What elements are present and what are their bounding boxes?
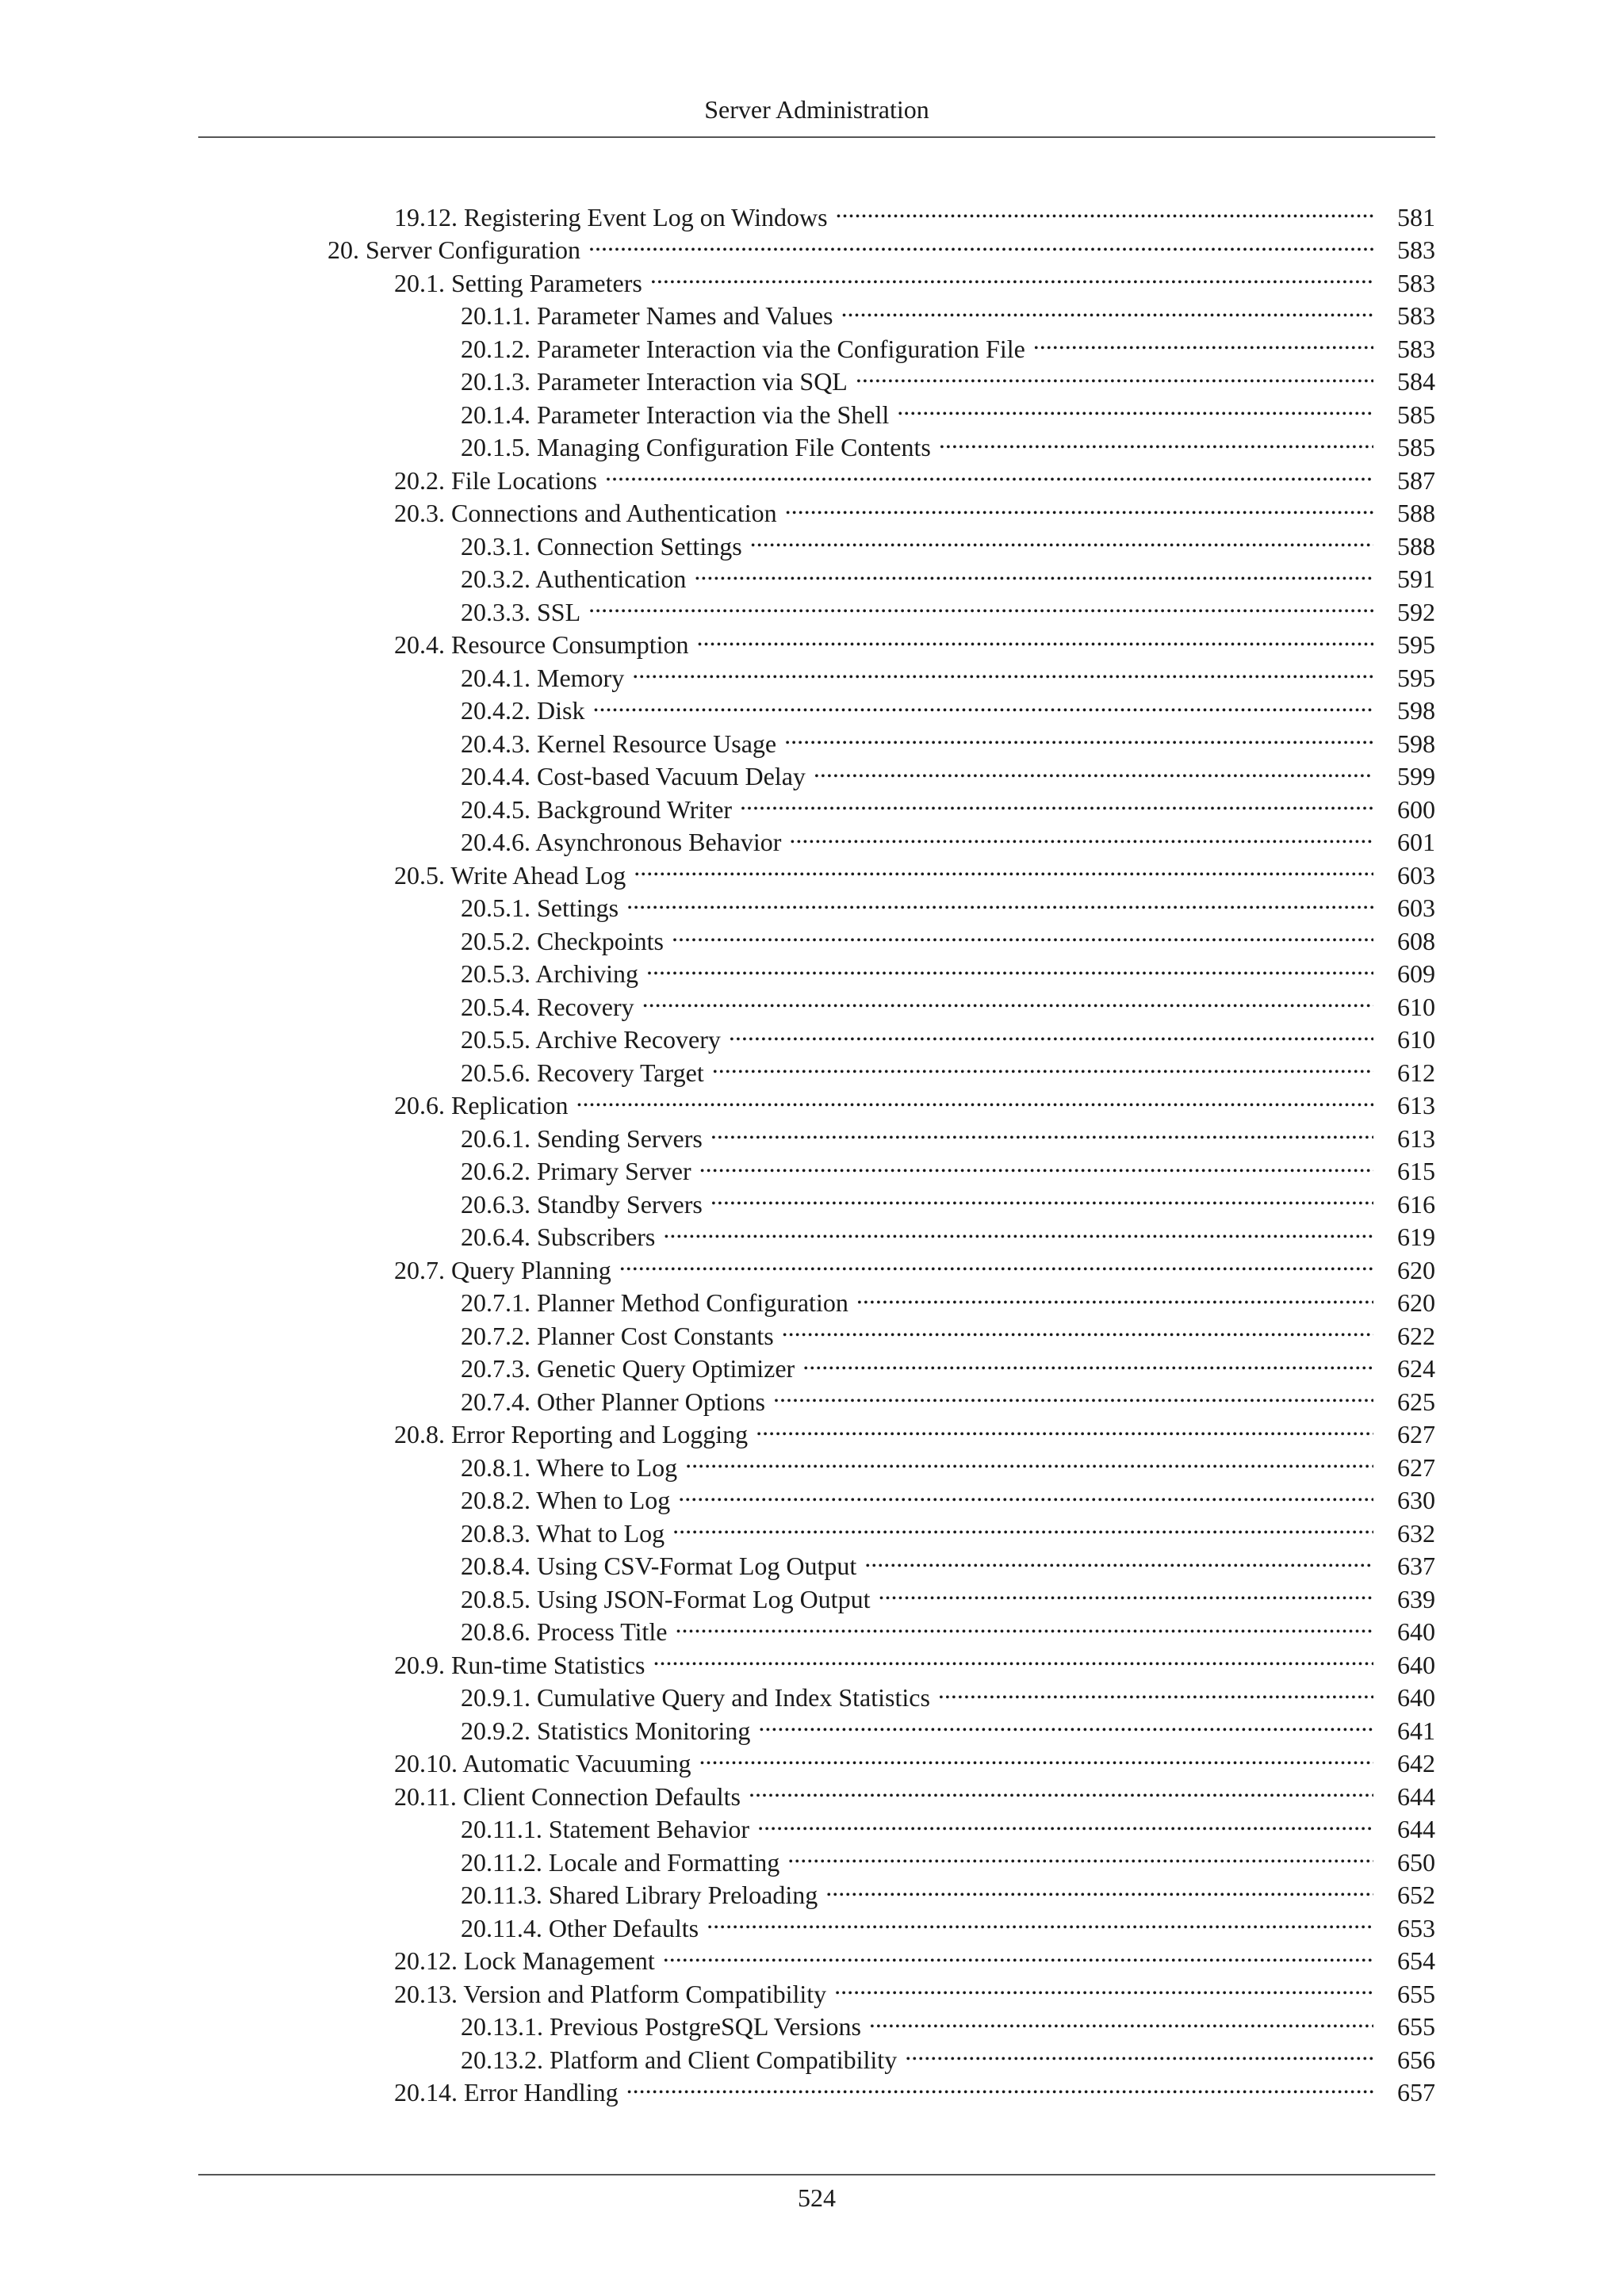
toc-entry-title[interactable]: 20.8.2. When to Log xyxy=(461,1486,671,1514)
toc-entry[interactable] xyxy=(0,1904,1624,1942)
toc-entry-title[interactable]: 20.5.1. Settings xyxy=(461,894,619,922)
toc-entry[interactable] xyxy=(0,1937,1624,1975)
dot-leader xyxy=(642,982,1373,1016)
toc-entry-title[interactable]: 20.9.1. Cumulative Query and Index Statistics xyxy=(461,1683,930,1712)
toc-entry-page[interactable]: 587 xyxy=(1397,465,1435,495)
dot-leader xyxy=(856,1279,1373,1312)
dot-leader xyxy=(938,1674,1373,1707)
toc-entry-title[interactable]: 20.7.3. Genetic Query Optimizer xyxy=(461,1354,795,1383)
toc-entry-page[interactable]: 616 xyxy=(1397,1189,1435,1219)
toc-entry-title[interactable]: 20.1.5. Managing Configuration File Contents xyxy=(461,433,931,461)
dot-leader xyxy=(626,884,1373,917)
dot-leader xyxy=(672,1509,1373,1542)
toc-entry[interactable] xyxy=(0,1674,1624,1712)
toc-entry[interactable] xyxy=(0,2068,1624,2107)
toc-entry-page[interactable]: 598 xyxy=(1397,729,1435,758)
toc-entry[interactable] xyxy=(0,621,1624,659)
toc-entry-title[interactable]: 20.7.1. Planner Method Configuration xyxy=(461,1288,848,1317)
toc-entry-page[interactable]: 603 xyxy=(1397,860,1435,890)
toc-entry-page[interactable]: 591 xyxy=(1397,564,1435,593)
toc-entry[interactable] xyxy=(0,719,1624,758)
dot-leader xyxy=(750,522,1373,555)
dot-leader xyxy=(834,1969,1373,2003)
dot-leader xyxy=(619,1246,1373,1279)
toc-entry-page[interactable]: 644 xyxy=(1397,1781,1435,1811)
toc-entry[interactable] xyxy=(0,687,1624,725)
toc-entry-title[interactable]: 20.3.2. Authentication xyxy=(461,564,687,593)
toc-entry[interactable] xyxy=(0,1706,1624,1745)
dot-leader xyxy=(710,1114,1373,1147)
toc-entry[interactable] xyxy=(0,1246,1624,1284)
toc-entry[interactable] xyxy=(0,1509,1624,1548)
toc-entry-title[interactable]: 20.3. Connections and Authentication xyxy=(394,499,777,527)
toc-entry-page[interactable]: 642 xyxy=(1397,1749,1435,1777)
toc-entry-title[interactable]: 20.14. Error Handling xyxy=(394,2078,619,2107)
toc-entry[interactable] xyxy=(0,456,1624,495)
toc-entry-page[interactable]: 595 xyxy=(1397,663,1435,692)
dot-leader xyxy=(897,390,1373,423)
toc-entry-title[interactable]: 20.11.4. Other Defaults xyxy=(461,1913,699,1942)
dot-leader xyxy=(632,653,1373,687)
dot-leader xyxy=(663,1213,1373,1246)
toc-entry[interactable] xyxy=(0,851,1624,890)
toc-entry-title[interactable]: 20.5.5. Archive Recovery xyxy=(461,1025,721,1054)
toc-entry-page[interactable]: 657 xyxy=(1397,2078,1435,2107)
dot-leader xyxy=(782,1311,1373,1345)
toc-entry[interactable] xyxy=(0,1279,1624,1317)
toc-entry[interactable] xyxy=(0,1114,1624,1153)
toc-entry-title[interactable]: 20.12. Lock Management xyxy=(394,1946,655,1975)
toc-entry-title[interactable]: 20.7. Query Planning xyxy=(394,1255,611,1284)
toc-entry-page[interactable]: 654 xyxy=(1397,1946,1435,1975)
page-number: 524 xyxy=(798,2183,836,2212)
toc-entry[interactable] xyxy=(0,1805,1624,1843)
toc-entry[interactable] xyxy=(0,1048,1624,1087)
toc-entry-title[interactable]: 20.4. Resource Consumption xyxy=(394,630,689,659)
toc-entry[interactable] xyxy=(0,1443,1624,1482)
toc-entry-title[interactable]: 20.11.2. Locale and Formatting xyxy=(461,1847,780,1877)
toc-entry[interactable] xyxy=(0,916,1624,955)
toc-entry-page[interactable]: 583 xyxy=(1397,235,1435,264)
toc-entry-page[interactable]: 613 xyxy=(1397,1091,1435,1119)
dot-leader xyxy=(787,1838,1373,1871)
dot-leader xyxy=(588,587,1373,621)
toc-entry[interactable] xyxy=(0,489,1624,527)
toc-entry-title[interactable]: 20.5.6. Recovery Target xyxy=(461,1058,704,1087)
dot-leader xyxy=(626,2068,1373,2102)
toc-entry-title[interactable]: 20.4.4. Cost-based Vacuum Delay xyxy=(461,762,806,790)
dot-leader xyxy=(650,258,1373,292)
toc-entry-page[interactable]: 641 xyxy=(1397,1716,1435,1745)
toc-entry[interactable] xyxy=(0,653,1624,692)
toc-entry-title[interactable]: 20.4.5. Background Writer xyxy=(461,794,733,824)
toc-entry-title[interactable]: 20.8.1. Where to Log xyxy=(461,1452,678,1482)
toc-entry-title[interactable]: 20.4.2. Disk xyxy=(461,696,585,725)
dot-leader xyxy=(756,1410,1373,1444)
toc-entry-page[interactable]: 583 xyxy=(1397,268,1435,297)
toc-entry[interactable] xyxy=(0,1410,1624,1448)
toc-entry-title[interactable]: 20.9.2. Statistics Monitoring xyxy=(461,1716,751,1745)
toc-entry[interactable] xyxy=(0,1608,1624,1646)
toc-entry[interactable] xyxy=(0,258,1624,297)
dot-leader xyxy=(784,719,1373,752)
toc-entry-page[interactable]: 583 xyxy=(1397,334,1435,363)
toc-entry[interactable] xyxy=(0,1871,1624,1909)
toc-entry[interactable] xyxy=(0,1147,1624,1185)
toc-entry[interactable] xyxy=(0,884,1624,922)
toc-entry-title[interactable]: 20.11.3. Shared Library Preloading xyxy=(461,1881,818,1909)
toc-entry-page[interactable]: 650 xyxy=(1397,1847,1435,1877)
toc-entry[interactable] xyxy=(0,2035,1624,2074)
toc-entry[interactable] xyxy=(0,1016,1624,1054)
toc-entry[interactable] xyxy=(0,390,1624,429)
toc-entry-page[interactable]: 627 xyxy=(1397,1420,1435,1448)
toc-entry[interactable] xyxy=(0,1377,1624,1416)
toc-entry-title[interactable]: 20.1.1. Parameter Names and Values xyxy=(461,301,833,330)
dot-leader xyxy=(672,916,1373,950)
toc-entry[interactable] xyxy=(0,1311,1624,1350)
toc-entry-title[interactable]: 20.7.4. Other Planner Options xyxy=(461,1387,765,1416)
toc-entry-title[interactable]: 20.8.4. Using CSV-Format Log Output xyxy=(461,1552,857,1580)
dot-leader xyxy=(634,851,1373,884)
toc-entry[interactable] xyxy=(0,982,1624,1021)
toc-entry-title[interactable]: 20.2. File Locations xyxy=(394,465,597,495)
dot-leader xyxy=(663,1937,1373,1970)
toc-entry-title[interactable]: 20.8. Error Reporting and Logging xyxy=(394,1420,749,1448)
dot-leader xyxy=(841,292,1374,325)
toc-entry[interactable] xyxy=(0,1838,1624,1877)
toc-entry-page[interactable]: 592 xyxy=(1397,597,1435,626)
toc-entry-title[interactable]: 20.5. Write Ahead Log xyxy=(394,860,626,890)
dot-leader xyxy=(675,1608,1373,1641)
toc-entry[interactable] xyxy=(0,1640,1624,1679)
toc-entry-title[interactable]: 20.6.2. Primary Server xyxy=(461,1157,691,1185)
dot-leader xyxy=(588,226,1373,259)
toc-entry-title[interactable]: 20.4.3. Kernel Resource Usage xyxy=(461,729,777,758)
toc-entry-page[interactable]: 640 xyxy=(1397,1683,1435,1712)
toc-entry-page[interactable]: 608 xyxy=(1397,926,1435,955)
toc-entry[interactable] xyxy=(0,587,1624,626)
toc-entry[interactable] xyxy=(0,1739,1624,1777)
toc-entry-page[interactable]: 613 xyxy=(1397,1123,1435,1153)
toc-entry[interactable] xyxy=(0,1969,1624,2008)
toc-entry[interactable] xyxy=(0,2003,1624,2041)
toc-entry[interactable] xyxy=(0,324,1624,363)
toc-entry-title[interactable]: 20.1. Setting Parameters xyxy=(394,268,642,297)
toc-entry[interactable] xyxy=(0,423,1624,461)
toc-entry-title[interactable]: 20.10. Automatic Vacuuming xyxy=(394,1749,691,1777)
toc-entry-title[interactable]: 20.7.2. Planner Cost Constants xyxy=(461,1321,774,1350)
toc-entry-page[interactable]: 610 xyxy=(1397,1025,1435,1054)
toc-entry-page[interactable]: 630 xyxy=(1397,1486,1435,1514)
toc-entry-page[interactable]: 601 xyxy=(1397,828,1435,856)
toc-entry[interactable] xyxy=(0,1081,1624,1119)
toc-entry-page[interactable]: 640 xyxy=(1397,1650,1435,1679)
toc-entry-title[interactable]: 20.13. Version and Platform Compatibility xyxy=(394,1979,827,2008)
toc-entry-page[interactable]: 652 xyxy=(1397,1881,1435,1909)
toc-entry-title[interactable]: 20.8.5. Using JSON-Format Log Output xyxy=(461,1584,871,1613)
toc-entry[interactable] xyxy=(0,555,1624,593)
toc-entry-page[interactable]: 637 xyxy=(1397,1552,1435,1580)
toc-entry-page[interactable]: 655 xyxy=(1397,1979,1435,2008)
toc-entry-title[interactable]: 20.3.3. SSL xyxy=(461,597,581,626)
toc-entry-title[interactable]: 20.5.2. Checkpoints xyxy=(461,926,664,955)
dot-leader xyxy=(710,1180,1373,1213)
toc-entry-title[interactable]: 20.1.2. Parameter Interaction via the Configuration File xyxy=(461,334,1025,363)
dot-leader xyxy=(699,1147,1373,1181)
table-of-contents xyxy=(0,193,1624,2107)
toc-entry-page[interactable]: 585 xyxy=(1397,400,1435,429)
toc-entry-page[interactable]: 595 xyxy=(1397,630,1435,659)
toc-entry[interactable] xyxy=(0,1575,1624,1613)
dot-leader xyxy=(864,1542,1373,1575)
toc-entry[interactable] xyxy=(0,785,1624,824)
toc-entry-page[interactable]: 639 xyxy=(1397,1584,1435,1613)
toc-entry-page[interactable]: 644 xyxy=(1397,1815,1435,1843)
dot-leader xyxy=(678,1476,1373,1510)
toc-entry-page[interactable]: 622 xyxy=(1397,1321,1435,1350)
toc-entry-page[interactable]: 627 xyxy=(1397,1452,1435,1482)
toc-entry-title[interactable]: 20.3.1. Connection Settings xyxy=(461,531,742,561)
toc-entry-page[interactable]: 625 xyxy=(1397,1387,1435,1416)
toc-entry-title[interactable]: 19.12. Registering Event Log on Windows xyxy=(394,202,828,232)
toc-entry-page[interactable]: 581 xyxy=(1397,202,1435,232)
toc-entry-title[interactable]: 20.5.4. Recovery xyxy=(461,992,634,1021)
dot-leader xyxy=(869,2003,1373,2036)
dot-leader xyxy=(576,1081,1373,1115)
toc-entry-page[interactable]: 603 xyxy=(1397,894,1435,922)
toc-entry-title[interactable]: 20.13.1. Previous PostgreSQL Versions xyxy=(461,2012,861,2041)
toc-entry-title[interactable]: 20.6.3. Standby Servers xyxy=(461,1189,703,1219)
toc-entry-page[interactable]: 610 xyxy=(1397,992,1435,1021)
dot-leader xyxy=(814,752,1373,786)
toc-entry-page[interactable]: 585 xyxy=(1397,433,1435,461)
toc-entry-page[interactable]: 600 xyxy=(1397,794,1435,824)
toc-entry[interactable] xyxy=(0,1476,1624,1514)
dot-leader xyxy=(802,1345,1373,1378)
toc-entry-page[interactable]: 640 xyxy=(1397,1617,1435,1646)
toc-entry[interactable] xyxy=(0,358,1624,396)
toc-entry-page[interactable]: 584 xyxy=(1397,367,1435,396)
toc-entry-title[interactable]: 20.9. Run-time Statistics xyxy=(394,1650,645,1679)
toc-entry[interactable] xyxy=(0,818,1624,856)
toc-entry-page[interactable]: 619 xyxy=(1397,1223,1435,1251)
dot-leader xyxy=(740,785,1373,818)
toc-entry-page[interactable]: 615 xyxy=(1397,1157,1435,1185)
toc-entry-title[interactable]: 20.11. Client Connection Defaults xyxy=(394,1781,741,1811)
dot-leader xyxy=(1033,324,1373,358)
dot-leader xyxy=(685,1443,1373,1476)
dot-leader xyxy=(646,950,1373,983)
dot-leader xyxy=(757,1805,1373,1839)
toc-entry[interactable] xyxy=(0,950,1624,988)
dot-leader xyxy=(707,1904,1373,1937)
toc-entry-title[interactable]: 20.4.6. Asynchronous Behavior xyxy=(461,828,782,856)
header-divider xyxy=(198,136,1435,138)
toc-entry-page[interactable]: 588 xyxy=(1397,531,1435,561)
dot-leader xyxy=(699,1739,1373,1773)
toc-entry-page[interactable]: 653 xyxy=(1397,1913,1435,1942)
dot-leader xyxy=(694,555,1373,588)
dot-leader xyxy=(592,687,1373,720)
dot-leader xyxy=(653,1640,1373,1674)
dot-leader xyxy=(785,489,1373,522)
toc-entry[interactable] xyxy=(0,1772,1624,1811)
toc-entry-page[interactable]: 599 xyxy=(1397,762,1435,790)
toc-entry[interactable] xyxy=(0,226,1624,264)
toc-entry-title[interactable]: 20.1.3. Parameter Interaction via SQL xyxy=(461,367,848,396)
toc-entry-page[interactable]: 620 xyxy=(1397,1288,1435,1317)
dot-leader xyxy=(905,2035,1373,2068)
toc-entry-title[interactable]: 20.13.2. Platform and Client Compatibility xyxy=(461,2045,898,2074)
toc-entry-page[interactable]: 588 xyxy=(1397,499,1435,527)
toc-entry[interactable] xyxy=(0,1542,1624,1580)
toc-entry-title[interactable]: 20.4.1. Memory xyxy=(461,663,625,692)
toc-entry[interactable] xyxy=(0,193,1624,232)
toc-entry-title[interactable]: 20.6. Replication xyxy=(394,1091,569,1119)
toc-entry-page[interactable]: 612 xyxy=(1397,1058,1435,1087)
toc-entry-title[interactable]: 20.8.6. Process Title xyxy=(461,1617,668,1646)
toc-entry-page[interactable]: 656 xyxy=(1397,2045,1435,2074)
toc-entry[interactable] xyxy=(0,522,1624,561)
toc-entry-title[interactable]: 20.8.3. What to Log xyxy=(461,1518,665,1548)
dot-leader xyxy=(939,423,1373,457)
toc-entry-page[interactable]: 624 xyxy=(1397,1354,1435,1383)
dot-leader xyxy=(773,1377,1373,1410)
toc-entry[interactable] xyxy=(0,752,1624,790)
dot-leader xyxy=(878,1575,1373,1608)
footer-divider xyxy=(198,2174,1435,2175)
toc-entry[interactable] xyxy=(0,1213,1624,1251)
toc-entry-title[interactable]: 20.6.1. Sending Servers xyxy=(461,1123,703,1153)
toc-entry[interactable] xyxy=(0,292,1624,330)
toc-entry-page[interactable]: 609 xyxy=(1397,959,1435,988)
dot-leader xyxy=(729,1016,1373,1049)
toc-entry-page[interactable]: 598 xyxy=(1397,696,1435,725)
dot-leader xyxy=(825,1871,1373,1904)
dot-leader xyxy=(749,1772,1373,1805)
dot-leader xyxy=(697,621,1373,654)
toc-entry-page[interactable]: 655 xyxy=(1397,2012,1435,2041)
toc-entry-title[interactable]: 20.1.4. Parameter Interaction via the Shell xyxy=(461,400,890,429)
toc-entry-title[interactable]: 20.6.4. Subscribers xyxy=(461,1223,656,1251)
toc-entry-page[interactable]: 632 xyxy=(1397,1518,1435,1548)
toc-entry-page[interactable]: 583 xyxy=(1397,301,1435,330)
dot-leader xyxy=(712,1048,1373,1081)
dot-leader xyxy=(856,358,1373,391)
dot-leader xyxy=(605,456,1373,489)
toc-entry-page[interactable]: 620 xyxy=(1397,1255,1435,1284)
dot-leader xyxy=(836,193,1373,226)
toc-entry[interactable] xyxy=(0,1345,1624,1383)
running-header: Server Administration xyxy=(704,95,929,124)
toc-entry-title[interactable]: 20.11.1. Statement Behavior xyxy=(461,1815,750,1843)
toc-entry[interactable] xyxy=(0,1180,1624,1219)
toc-entry-title[interactable]: 20.5.3. Archiving xyxy=(461,959,638,988)
toc-entry-title[interactable]: 20. Server Configuration xyxy=(327,235,581,264)
dot-leader xyxy=(758,1706,1373,1739)
dot-leader xyxy=(789,818,1373,851)
